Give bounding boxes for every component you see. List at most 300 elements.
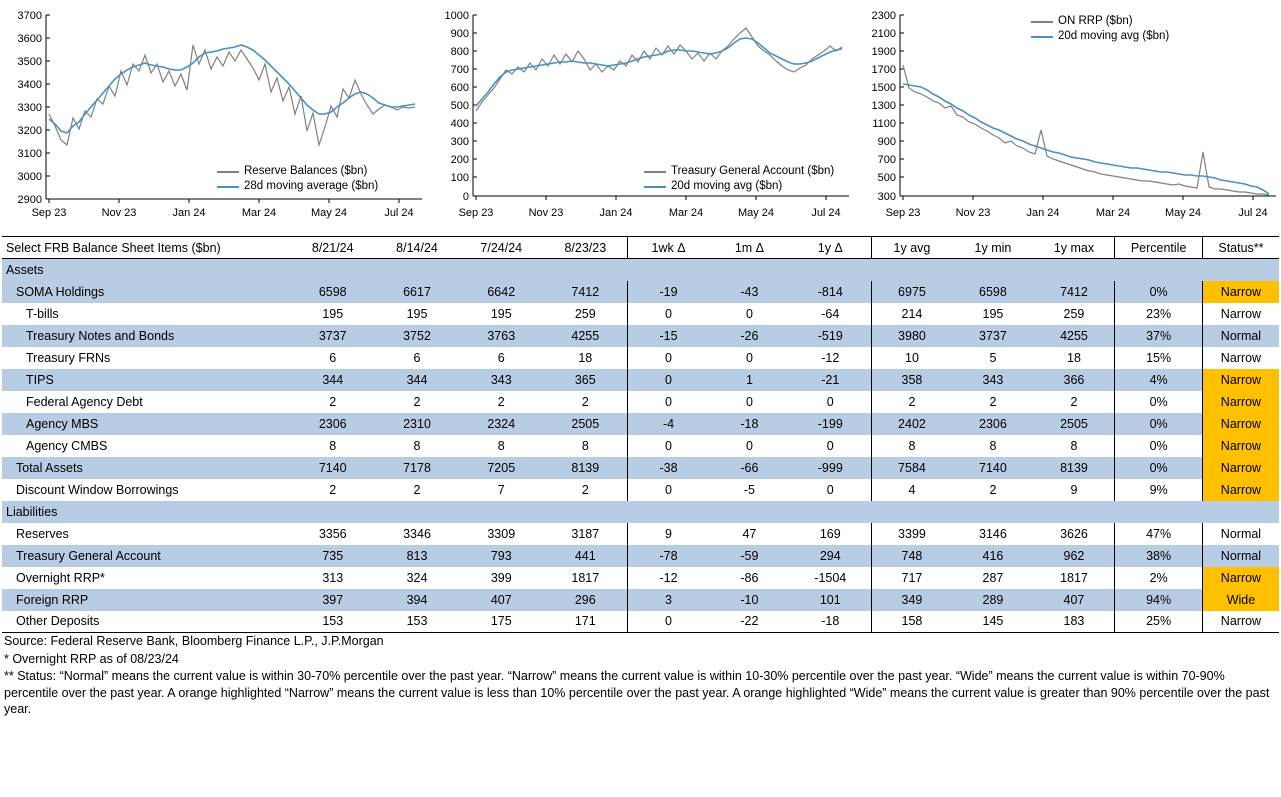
chart-2-svg — [429, 4, 856, 232]
status-badge: Normal — [1202, 325, 1279, 347]
row-label: SOMA Holdings — [2, 281, 291, 303]
cell-1y: -199 — [790, 413, 871, 435]
svg-text:Nov 23: Nov 23 — [101, 207, 137, 219]
legend-item — [217, 164, 378, 179]
cell-1wk: 0 — [665, 394, 672, 409]
table-row — [2, 479, 1279, 501]
cell-percentile: 9% — [1115, 479, 1203, 501]
cell-7-24-24: 6 — [497, 350, 505, 365]
cell-1ymax: 962 — [1034, 545, 1115, 567]
cell-1wk: 0 — [665, 438, 672, 453]
svg-text:300: 300 — [450, 136, 469, 148]
cell-1y: 0 — [790, 435, 871, 457]
svg-text:500: 500 — [450, 100, 469, 112]
cell-1ymin: 3146 — [979, 526, 1007, 541]
cell-1ymax: 366 — [1034, 369, 1115, 391]
svg-text:100: 100 — [450, 172, 469, 184]
cell-8-21-24: 6 — [329, 350, 337, 365]
svg-text:1100: 1100 — [872, 118, 896, 130]
status-badge: Narrow — [1202, 391, 1279, 413]
cell-1wk: -78 — [628, 545, 709, 567]
cell-1y: 0 — [790, 391, 871, 413]
cell-1yavg: 349 — [871, 589, 952, 611]
chart-1-legend — [217, 164, 378, 194]
cell-1m: 0 — [745, 438, 753, 453]
cell-8-21-24: 735 — [291, 545, 375, 567]
balance-sheet-table-wrap — [2, 236, 1279, 633]
footnote-status: ** Status: “Normal” means the current value is within 30-70% percentile over the past year. “Narrow” means the current value is within 10-30% percentile over the past year. “Wide” means the current value is within 70-90% percentile over the past year. A orange highlighted “Narrow” means the current value is less than 10% percentile over the past year. A orange highlighted “Wide” means the current value is greater than 90% percentile over the past year. — [4, 669, 1270, 716]
svg-text:Jul 24: Jul 24 — [384, 207, 414, 219]
row-label: T-bills — [26, 306, 59, 321]
cell-8-14-24: 7178 — [375, 457, 459, 479]
legend-swatch-icon — [1031, 36, 1053, 38]
col-header-1m: 1m Δ — [709, 237, 790, 259]
legend-label: ON RRP ($bn) — [1058, 15, 1133, 27]
svg-text:3500: 3500 — [17, 56, 42, 68]
row-label: Total Assets — [2, 457, 291, 479]
section-label: Assets — [2, 259, 1279, 281]
legend-label: Treasury General Account ($bn) — [671, 165, 835, 177]
svg-text:Sep 23: Sep 23 — [885, 207, 921, 219]
cell-1m: 1 — [709, 369, 790, 391]
charts-row — [0, 0, 1281, 232]
cell-1y: -64 — [790, 303, 871, 325]
cell-7-24-24: 793 — [459, 545, 543, 567]
cell-1ymin: 145 — [952, 611, 1033, 633]
svg-text:0: 0 — [462, 191, 469, 203]
cell-percentile: 94% — [1115, 589, 1203, 611]
svg-text:900: 900 — [877, 136, 896, 148]
legend-swatch-icon — [1031, 21, 1053, 23]
svg-text:800: 800 — [450, 46, 469, 58]
cell-1ymax: 7412 — [1034, 281, 1115, 303]
table-row — [2, 303, 1279, 325]
col-header-1y: 1y Δ — [790, 237, 871, 259]
cell-percentile: 2% — [1115, 567, 1203, 589]
svg-text:Jan 24: Jan 24 — [599, 207, 633, 219]
cell-7-24-24: 195 — [490, 306, 512, 321]
cell-7-24-24: 7205 — [459, 457, 543, 479]
cell-1m: 0 — [745, 394, 753, 409]
svg-text:Nov 23: Nov 23 — [528, 207, 564, 219]
cell-8-23-23: 4255 — [543, 325, 627, 347]
cell-1wk: 0 — [628, 369, 709, 391]
cell-1wk: 0 — [628, 611, 709, 633]
cell-1m: -22 — [709, 611, 790, 633]
cell-8-21-24: 6598 — [291, 281, 375, 303]
cell-1yavg: 717 — [901, 570, 923, 585]
cell-1ymin: 8 — [989, 438, 997, 453]
svg-text:Nov 23: Nov 23 — [955, 207, 991, 219]
cell-8-23-23: 2 — [543, 391, 627, 413]
cell-percentile: 38% — [1115, 545, 1203, 567]
footnote-asterisk: * Overnight RRP as of 08/23/24 — [4, 651, 179, 666]
table-row — [2, 281, 1279, 303]
table-row — [2, 457, 1279, 479]
status-badge: Narrow — [1202, 479, 1279, 501]
cell-7-24-24: 3763 — [459, 325, 543, 347]
svg-text:3000: 3000 — [17, 171, 42, 183]
cell-percentile: 23% — [1115, 303, 1203, 325]
cell-8-14-24: 3752 — [375, 325, 459, 347]
row-label: Agency CMBS — [26, 438, 108, 453]
svg-text:Jan 24: Jan 24 — [1026, 207, 1060, 219]
cell-1m: -86 — [740, 570, 759, 585]
svg-text:3300: 3300 — [17, 102, 42, 114]
cell-1m: -59 — [709, 545, 790, 567]
cell-7-24-24: 399 — [490, 570, 512, 585]
table-row — [2, 369, 1279, 391]
cell-8-14-24: 813 — [375, 545, 459, 567]
cell-1ymax: 8139 — [1034, 457, 1115, 479]
cell-8-21-24: 153 — [291, 611, 375, 633]
cell-7-24-24: 407 — [459, 589, 543, 611]
svg-text:Mar 24: Mar 24 — [1095, 207, 1131, 219]
table-row — [2, 435, 1279, 457]
svg-text:500: 500 — [877, 172, 896, 184]
svg-text:300: 300 — [877, 191, 896, 203]
svg-text:1000: 1000 — [444, 10, 469, 22]
row-label: Treasury Notes and Bonds — [2, 325, 291, 347]
status-badge: Normal — [1220, 526, 1262, 541]
cell-8-14-24: 6617 — [375, 281, 459, 303]
cell-8-21-24: 3737 — [291, 325, 375, 347]
chart-on-rrp — [856, 4, 1281, 232]
svg-text:700: 700 — [450, 64, 469, 76]
cell-1ymax: 259 — [1034, 303, 1115, 325]
cell-percentile: 25% — [1115, 611, 1203, 633]
cell-8-14-24: 394 — [375, 589, 459, 611]
cell-8-23-23: 7412 — [543, 281, 627, 303]
svg-text:Mar 24: Mar 24 — [241, 207, 277, 219]
cell-1yavg: 8 — [908, 438, 916, 453]
cell-1wk: -19 — [628, 281, 709, 303]
cell-1y: 169 — [790, 523, 871, 545]
legend-swatch-icon — [644, 186, 666, 188]
cell-1m: -10 — [709, 589, 790, 611]
row-label: Federal Agency Debt — [26, 394, 143, 409]
footnotes — [4, 632, 1276, 719]
legend-item — [644, 179, 834, 194]
cell-1ymax: 3626 — [1034, 523, 1115, 545]
row-label: TIPS — [2, 369, 291, 391]
cell-8-21-24: 7140 — [291, 457, 375, 479]
cell-8-14-24: 324 — [406, 570, 428, 585]
svg-text:Mar 24: Mar 24 — [668, 207, 704, 219]
cell-7-24-24: 2 — [497, 394, 505, 409]
cell-8-21-24: 8 — [329, 438, 337, 453]
table-row — [2, 413, 1279, 435]
cell-1ymin: 416 — [952, 545, 1033, 567]
cell-8-23-23: 2505 — [543, 413, 627, 435]
status-badge: Narrow — [1202, 281, 1279, 303]
cell-1ymin: 2 — [989, 482, 997, 497]
row-label: Overnight RRP* — [16, 570, 105, 585]
cell-1wk: 0 — [665, 350, 672, 365]
svg-text:3400: 3400 — [17, 79, 42, 91]
chart-3-legend — [1031, 14, 1169, 44]
cell-1m: -66 — [709, 457, 790, 479]
col-header-1ymin: 1y min — [952, 237, 1033, 259]
table-header-row — [2, 237, 1279, 259]
svg-text:600: 600 — [450, 82, 469, 94]
cell-8-21-24: 3356 — [318, 526, 347, 541]
svg-text:May 24: May 24 — [310, 207, 348, 219]
svg-text:1700: 1700 — [871, 64, 896, 76]
svg-text:Sep 23: Sep 23 — [458, 207, 494, 219]
svg-text:Jan 24: Jan 24 — [172, 207, 206, 219]
cell-1m: 47 — [742, 526, 757, 541]
table-row — [2, 589, 1279, 611]
legend-item — [1031, 29, 1169, 44]
cell-8-14-24: 8 — [413, 438, 421, 453]
status-badge: Narrow — [1202, 435, 1279, 457]
svg-text:3200: 3200 — [17, 125, 42, 137]
cell-7-24-24: 3309 — [487, 526, 516, 541]
table-row — [2, 545, 1279, 567]
cell-1y: 101 — [790, 589, 871, 611]
cell-8-14-24: 2310 — [375, 413, 459, 435]
cell-1ymin: 195 — [982, 306, 1004, 321]
cell-1ymax: 18 — [1034, 347, 1115, 369]
cell-1ymax: 2505 — [1034, 413, 1115, 435]
col-header-date4: 8/23/23 — [543, 237, 627, 259]
cell-1y: 0 — [790, 479, 871, 501]
svg-text:200: 200 — [450, 154, 469, 166]
chart-2-legend — [644, 164, 834, 194]
legend-label: 20d moving avg ($bn) — [1058, 30, 1170, 42]
cell-1wk: 3 — [628, 589, 709, 611]
cell-1ymin: 7140 — [952, 457, 1033, 479]
row-label: Discount Window Borrowings — [16, 482, 179, 497]
legend-item — [217, 179, 378, 194]
cell-1ymin: 3737 — [952, 325, 1033, 347]
cell-8-23-23: 365 — [543, 369, 627, 391]
cell-8-23-23: 3187 — [543, 523, 627, 545]
cell-1yavg: 6975 — [871, 281, 952, 303]
cell-8-23-23: 259 — [543, 303, 627, 325]
cell-8-14-24: 153 — [375, 611, 459, 633]
cell-1ymax: 1817 — [1034, 567, 1115, 589]
cell-1y: -12 — [790, 347, 871, 369]
svg-text:1300: 1300 — [871, 100, 896, 112]
status-badge: Normal — [1202, 545, 1279, 567]
cell-1wk: 9 — [665, 526, 672, 541]
status-badge: Narrow — [1202, 369, 1279, 391]
cell-1yavg: 358 — [871, 369, 952, 391]
table-row — [2, 567, 1279, 589]
cell-percentile: 15% — [1115, 347, 1203, 369]
status-badge: Narrow — [1220, 306, 1262, 321]
cell-percentile: 0% — [1115, 413, 1203, 435]
cell-8-23-23: 18 — [543, 347, 627, 369]
status-badge: Narrow — [1202, 611, 1279, 633]
row-label: Treasury General Account — [2, 545, 291, 567]
svg-text:May 24: May 24 — [737, 207, 775, 219]
legend-swatch-icon — [217, 171, 239, 173]
cell-1wk: -4 — [628, 413, 709, 435]
cell-8-23-23: 171 — [543, 611, 627, 633]
cell-1y: -999 — [790, 457, 871, 479]
cell-1yavg: 3399 — [898, 526, 926, 541]
legend-swatch-icon — [644, 171, 666, 173]
cell-1yavg: 10 — [905, 350, 919, 365]
cell-1y: -519 — [790, 325, 871, 347]
col-header-1wk: 1wk Δ — [628, 237, 709, 259]
cell-1ymax: 9 — [1034, 479, 1115, 501]
cell-8-14-24: 6 — [413, 350, 421, 365]
cell-7-24-24: 7 — [497, 482, 505, 497]
cell-1ymin: 343 — [952, 369, 1033, 391]
chart-treasury-general-account — [429, 4, 856, 232]
cell-1wk: -15 — [628, 325, 709, 347]
cell-1yavg: 3980 — [871, 325, 952, 347]
cell-1m: 0 — [745, 306, 753, 321]
cell-1y: 294 — [790, 545, 871, 567]
col-header-percentile: Percentile — [1115, 237, 1203, 259]
svg-text:3700: 3700 — [17, 10, 42, 22]
cell-1ymax: 4255 — [1034, 325, 1115, 347]
svg-text:700: 700 — [877, 154, 896, 166]
cell-1yavg: 2402 — [871, 413, 952, 435]
cell-8-23-23: 8139 — [543, 457, 627, 479]
cell-7-24-24: 175 — [459, 611, 543, 633]
cell-8-21-24: 397 — [291, 589, 375, 611]
cell-1m: -5 — [743, 482, 755, 497]
cell-8-23-23: 441 — [543, 545, 627, 567]
table-row — [2, 523, 1279, 545]
svg-text:2900: 2900 — [17, 194, 42, 206]
col-header-date3: 7/24/24 — [459, 237, 543, 259]
svg-text:Jul 24: Jul 24 — [811, 207, 841, 219]
cell-percentile: 0% — [1115, 281, 1203, 303]
chart-reserve-balances — [2, 4, 429, 232]
cell-1yavg: 158 — [871, 611, 952, 633]
legend-label: 28d moving average ($bn) — [244, 180, 379, 192]
cell-1ymax: 183 — [1034, 611, 1115, 633]
svg-text:1500: 1500 — [871, 82, 896, 94]
legend-swatch-icon — [217, 186, 239, 188]
col-header-status: Status** — [1202, 237, 1279, 259]
cell-1m: -43 — [709, 281, 790, 303]
cell-8-14-24: 344 — [375, 369, 459, 391]
col-header-date2: 8/14/24 — [375, 237, 459, 259]
cell-8-23-23: 296 — [543, 589, 627, 611]
row-label: Reserves — [16, 526, 69, 541]
cell-1y: -1504 — [790, 567, 871, 589]
cell-1wk: 0 — [665, 306, 672, 321]
cell-1yavg: 748 — [871, 545, 952, 567]
cell-8-14-24: 2 — [413, 394, 421, 409]
status-badge: Narrow — [1202, 567, 1279, 589]
cell-8-21-24: 2306 — [291, 413, 375, 435]
cell-8-21-24: 195 — [322, 306, 344, 321]
cell-percentile: 0% — [1115, 435, 1203, 457]
cell-8-14-24: 2 — [413, 482, 421, 497]
cell-1ymin: 6598 — [952, 281, 1033, 303]
cell-percentile: 4% — [1115, 369, 1203, 391]
col-header-1yavg: 1y avg — [871, 237, 952, 259]
row-label: Foreign RRP — [2, 589, 291, 611]
legend-item — [644, 164, 834, 179]
cell-8-21-24: 2 — [329, 482, 337, 497]
cell-1y: -814 — [790, 281, 871, 303]
cell-1ymax: 407 — [1034, 589, 1115, 611]
cell-1y: -18 — [790, 611, 871, 633]
cell-1ymax: 2 — [1034, 391, 1115, 413]
table-section-assets — [2, 259, 1279, 281]
cell-8-23-23: 8 — [543, 435, 627, 457]
col-header-date1: 8/21/24 — [291, 237, 375, 259]
svg-text:2300: 2300 — [871, 10, 896, 22]
cell-1yavg: 2 — [908, 394, 916, 409]
cell-1yavg: 4 — [908, 482, 916, 497]
table-row — [2, 347, 1279, 369]
svg-text:900: 900 — [450, 28, 469, 40]
svg-text:2100: 2100 — [871, 28, 896, 40]
chart-1-svg — [2, 4, 429, 232]
cell-7-24-24: 8 — [497, 438, 505, 453]
source-note: Source: Federal Reserve Bank, Bloomberg Finance L.P., J.P.Morgan — [4, 634, 384, 648]
status-badge: Narrow — [1202, 457, 1279, 479]
svg-text:3100: 3100 — [17, 148, 42, 160]
status-badge: Narrow — [1202, 413, 1279, 435]
svg-text:Jul 24: Jul 24 — [1238, 207, 1268, 219]
status-badge: Wide — [1202, 589, 1279, 611]
cell-1y: -21 — [790, 369, 871, 391]
cell-8-14-24: 3346 — [403, 526, 431, 541]
cell-1ymin: 289 — [952, 589, 1033, 611]
svg-text:1900: 1900 — [871, 46, 896, 58]
table-section-liabilities — [2, 501, 1279, 523]
legend-label: Reserve Balances ($bn) — [244, 165, 368, 177]
cell-1ymin: 2 — [989, 394, 997, 409]
row-label: Agency MBS — [2, 413, 291, 435]
svg-text:May 24: May 24 — [1164, 207, 1202, 219]
cell-1wk: 0 — [665, 482, 672, 497]
legend-item — [1031, 14, 1169, 29]
cell-percentile: 37% — [1115, 325, 1203, 347]
cell-percentile: 0% — [1115, 391, 1203, 413]
cell-8-21-24: 313 — [322, 570, 344, 585]
status-badge: Narrow — [1220, 350, 1262, 365]
svg-text:400: 400 — [450, 118, 469, 130]
table-row — [2, 391, 1279, 413]
cell-1wk: -12 — [659, 570, 678, 585]
col-header-item: Select FRB Balance Sheet Items ($bn) — [2, 237, 291, 259]
legend-label: 20d moving avg ($bn) — [671, 180, 783, 192]
cell-1ymin: 287 — [982, 570, 1004, 585]
cell-8-23-23: 2 — [543, 479, 627, 501]
cell-1wk: -38 — [628, 457, 709, 479]
svg-text:Sep 23: Sep 23 — [31, 207, 67, 219]
table-row — [2, 611, 1279, 633]
cell-1ymin: 5 — [989, 350, 997, 365]
cell-1ymin: 2306 — [952, 413, 1033, 435]
row-label: Treasury FRNs — [26, 350, 111, 365]
section-label: Liabilities — [2, 501, 1279, 523]
col-header-1ymax: 1y max — [1034, 237, 1115, 259]
cell-1m: -18 — [709, 413, 790, 435]
cell-8-23-23: 1817 — [543, 567, 627, 589]
table-row — [2, 325, 1279, 347]
cell-1m: -26 — [709, 325, 790, 347]
cell-percentile: 0% — [1115, 457, 1203, 479]
cell-1yavg: 214 — [901, 306, 923, 321]
cell-1ymax: 8 — [1034, 435, 1115, 457]
svg-text:3600: 3600 — [17, 33, 42, 45]
cell-7-24-24: 6642 — [459, 281, 543, 303]
